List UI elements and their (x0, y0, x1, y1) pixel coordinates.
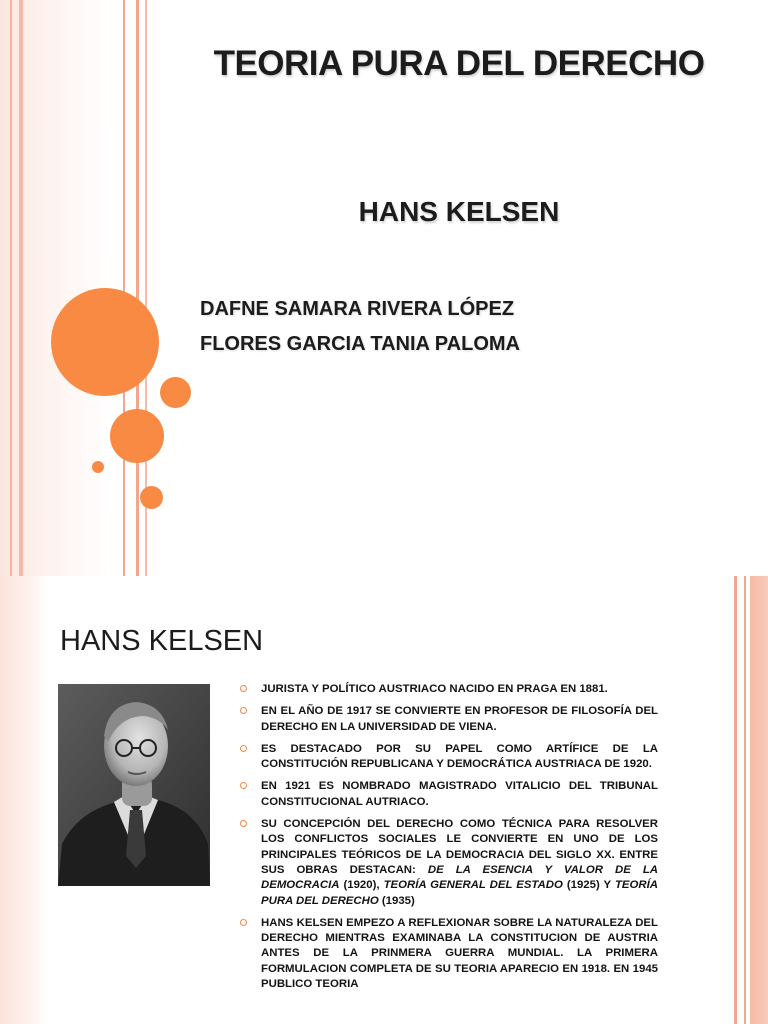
book-title: DE LA ESENCIA Y VALOR DE LA DEMOCRACIA (261, 863, 659, 892)
book-title: TEORÍA PURA DEL DERECHO (261, 879, 658, 907)
decorative-circle-medium (110, 409, 164, 463)
bullet-text: SU CONCEPCIÓN DEL DERECHO COMO TÉCNICA PARA RESOLVER LOS CONFLICTOS SOCIALES LE CONVIERTE EN UNO DE LOS PRINCIPALES TEÓRICOS DE LA DEMOCRACIA DEL SIGLO XX. ENTRE SUS OBRAS DESTACAN: (261, 818, 658, 876)
bullet-text: (1925) Y (562, 879, 615, 892)
presentation-title: TEORIA PURA DEL DERECHO (213, 44, 705, 83)
circle-bullet-icon (240, 919, 247, 926)
bullet-text: (1935) (378, 894, 415, 907)
bullet-text: ES DESTACADO POR SU PAPEL COMO ARTÍFICE DE LA CONSTITUCIÓN REPUBLICANA Y DEMOCRÁTICA AUSTRIACA DE 1920. (261, 742, 658, 771)
decorative-circle-small (160, 377, 191, 408)
bullet-item (238, 682, 658, 697)
bullet-item (238, 916, 658, 992)
bullet-list (238, 682, 658, 999)
decorative-stripe (10, 0, 12, 576)
circle-bullet-icon (240, 820, 247, 827)
decorative-circle-large (51, 288, 159, 396)
bullet-text: (1920), (339, 879, 384, 892)
decorative-stripe (750, 576, 768, 1024)
circle-bullet-icon (240, 745, 247, 752)
slide-title: HANS KELSEN (60, 625, 264, 657)
author-name: FLORES GARCIA TANIA PALOMA (200, 333, 520, 355)
circle-bullet-icon (240, 685, 247, 692)
bullet-item (238, 742, 658, 773)
circle-bullet-icon (240, 782, 247, 789)
circle-bullet-icon (240, 707, 247, 714)
decorative-stripe (19, 0, 23, 576)
decorative-stripe (734, 576, 737, 1024)
author-name: DAFNE SAMARA RIVERA LÓPEZ (200, 298, 515, 320)
bullet-text: EN EL AÑO DE 1917 SE CONVIERTE EN PROFESOR DE FILOSOFÍA DEL DERECHO EN LA UNIVERSIDAD DE VIENA. (261, 705, 658, 733)
bullet-item (238, 704, 658, 735)
bullet-item (238, 817, 658, 909)
bullet-item (238, 779, 658, 810)
portrait-photo-icon (58, 684, 210, 886)
bullet-text: JURISTA Y POLÍTICO AUSTRIACO NACIDO EN PRAGA EN 1881. (261, 683, 608, 695)
decorative-circle-tiny (92, 461, 104, 473)
decorative-stripe (123, 0, 125, 576)
decorative-stripe (744, 576, 746, 1024)
bullet-text: HANS KELSEN EMPEZO A REFLEXIONAR SOBRE LA NATURALEZA DEL DERECHO MIENTRAS EXAMINABA LA CONSTITUCION DE AUSTRIA ANTES DE LA PRINMERA GUERRA MUNDIAL. LA PRIMERA FORMULACION COMPLETA DE SU TEORIA APARECIO EN 1918. EN 1945 PUBLICO TEORIA (261, 916, 658, 991)
bullet-text: EN 1921 ES NOMBRADO MAGISTRADO VITALICIO DEL TRIBUNAL CONSTITUCIONAL AUTRIACO. (261, 780, 658, 808)
book-title: TEORÍA GENERAL DEL ESTADO (383, 879, 563, 892)
content-slide (0, 576, 768, 1024)
presentation-subtitle: HANS KELSEN (358, 196, 560, 227)
decorative-circle-small (140, 486, 163, 509)
decorative-stripe (136, 0, 139, 576)
slide-left-gradient (0, 576, 48, 1024)
